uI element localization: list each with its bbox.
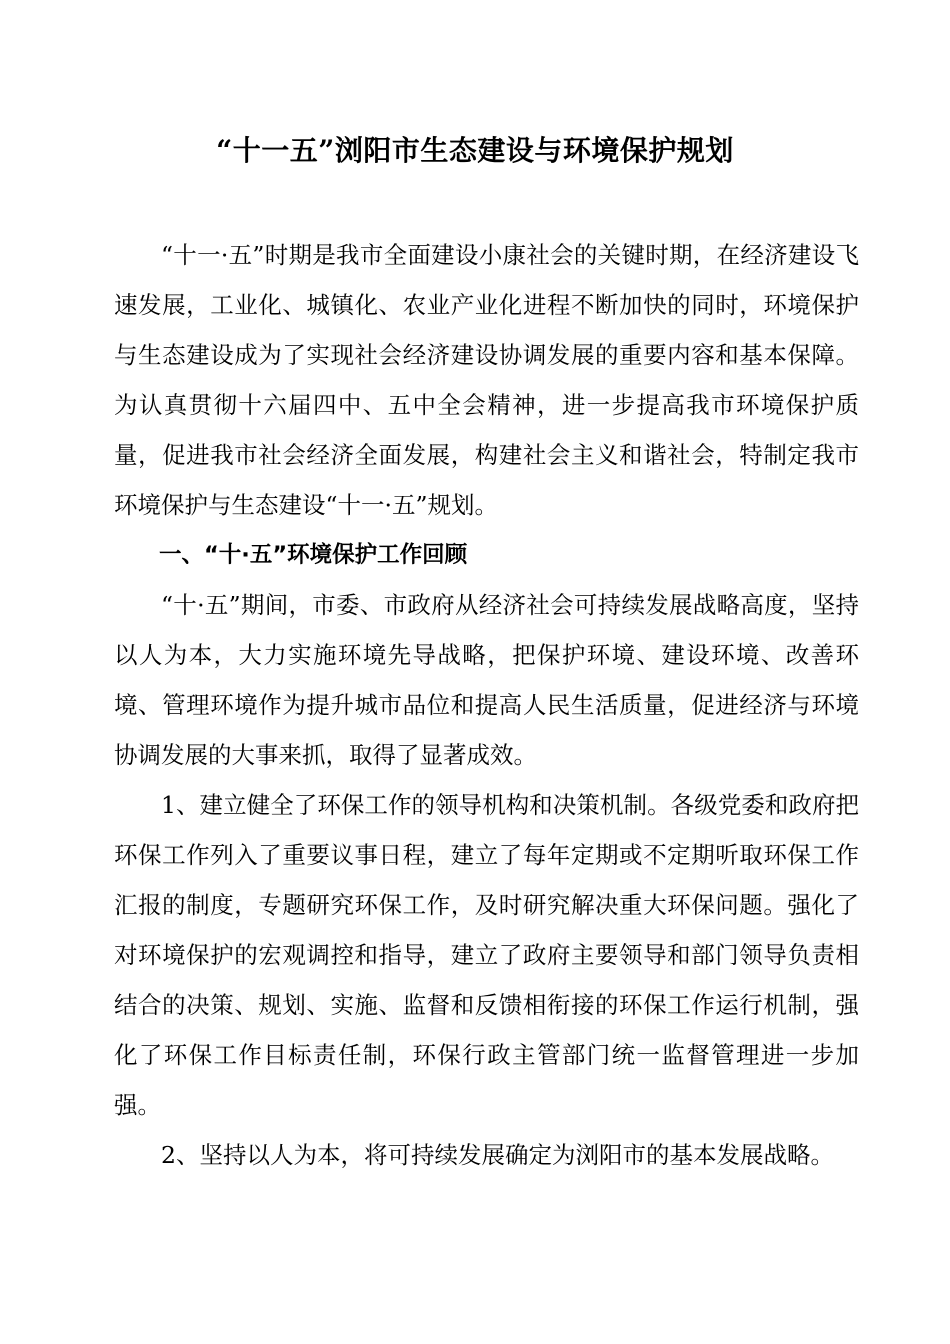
intro-paragraph: “十一·五”时期是我市全面建设小康社会的关键时期，在经济建设飞速发展，工业化、城镇化、农业产业化进程不断加快的同时，环境保护与生态建设成为了实现社会经济建设协调发展的重要内容和基本保障。为认真贯彻十六届四中、五中全会精神，进一步提高我市环境保护质量，促进我市社会经济全面发展，构建社会主义和谐社会，特制定我市环境保护与生态建设“十一·五”规划。 (114, 241, 859, 519)
item-1-paragraph: 1、建立健全了环保工作的领导机构和决策机制。各级党委和政府把环保工作列入了重要议事日程，建立了每年定期或不定期听取环保工作汇报的制度，专题研究环保工作，及时研究解决重大环保问题。强化了对环境保护的宏观调控和指导，建立了政府主要领导和部门领导负责相结合的决策、规划、实施、监督和反馈相衔接的环保工作运行机制，强化了环保工作目标责任制，环保行政主管部门统一监督管理进一步加强。 (114, 791, 859, 1119)
section-paragraph: “十·五”期间，市委、市政府从经济社会可持续发展战略高度，坚持以人为本，大力实施环境先导战略，把保护环境、建设环境、改善环境、管理环境作为提升城市品位和提高人民生活质量，促进经济与环境协调发展的大事来抓，取得了显著成效。 (114, 591, 859, 769)
section-heading: 一、“十·五”环境保护工作回顾 (159, 542, 468, 568)
document-title: “十一五”浏阳市生态建设与环境保护规划 (216, 134, 734, 167)
document-body (114, 230, 859, 1180)
item-2-paragraph: 2、坚持以人为本，将可持续发展确定为浏阳市的基本发展战略。 (161, 1141, 834, 1169)
